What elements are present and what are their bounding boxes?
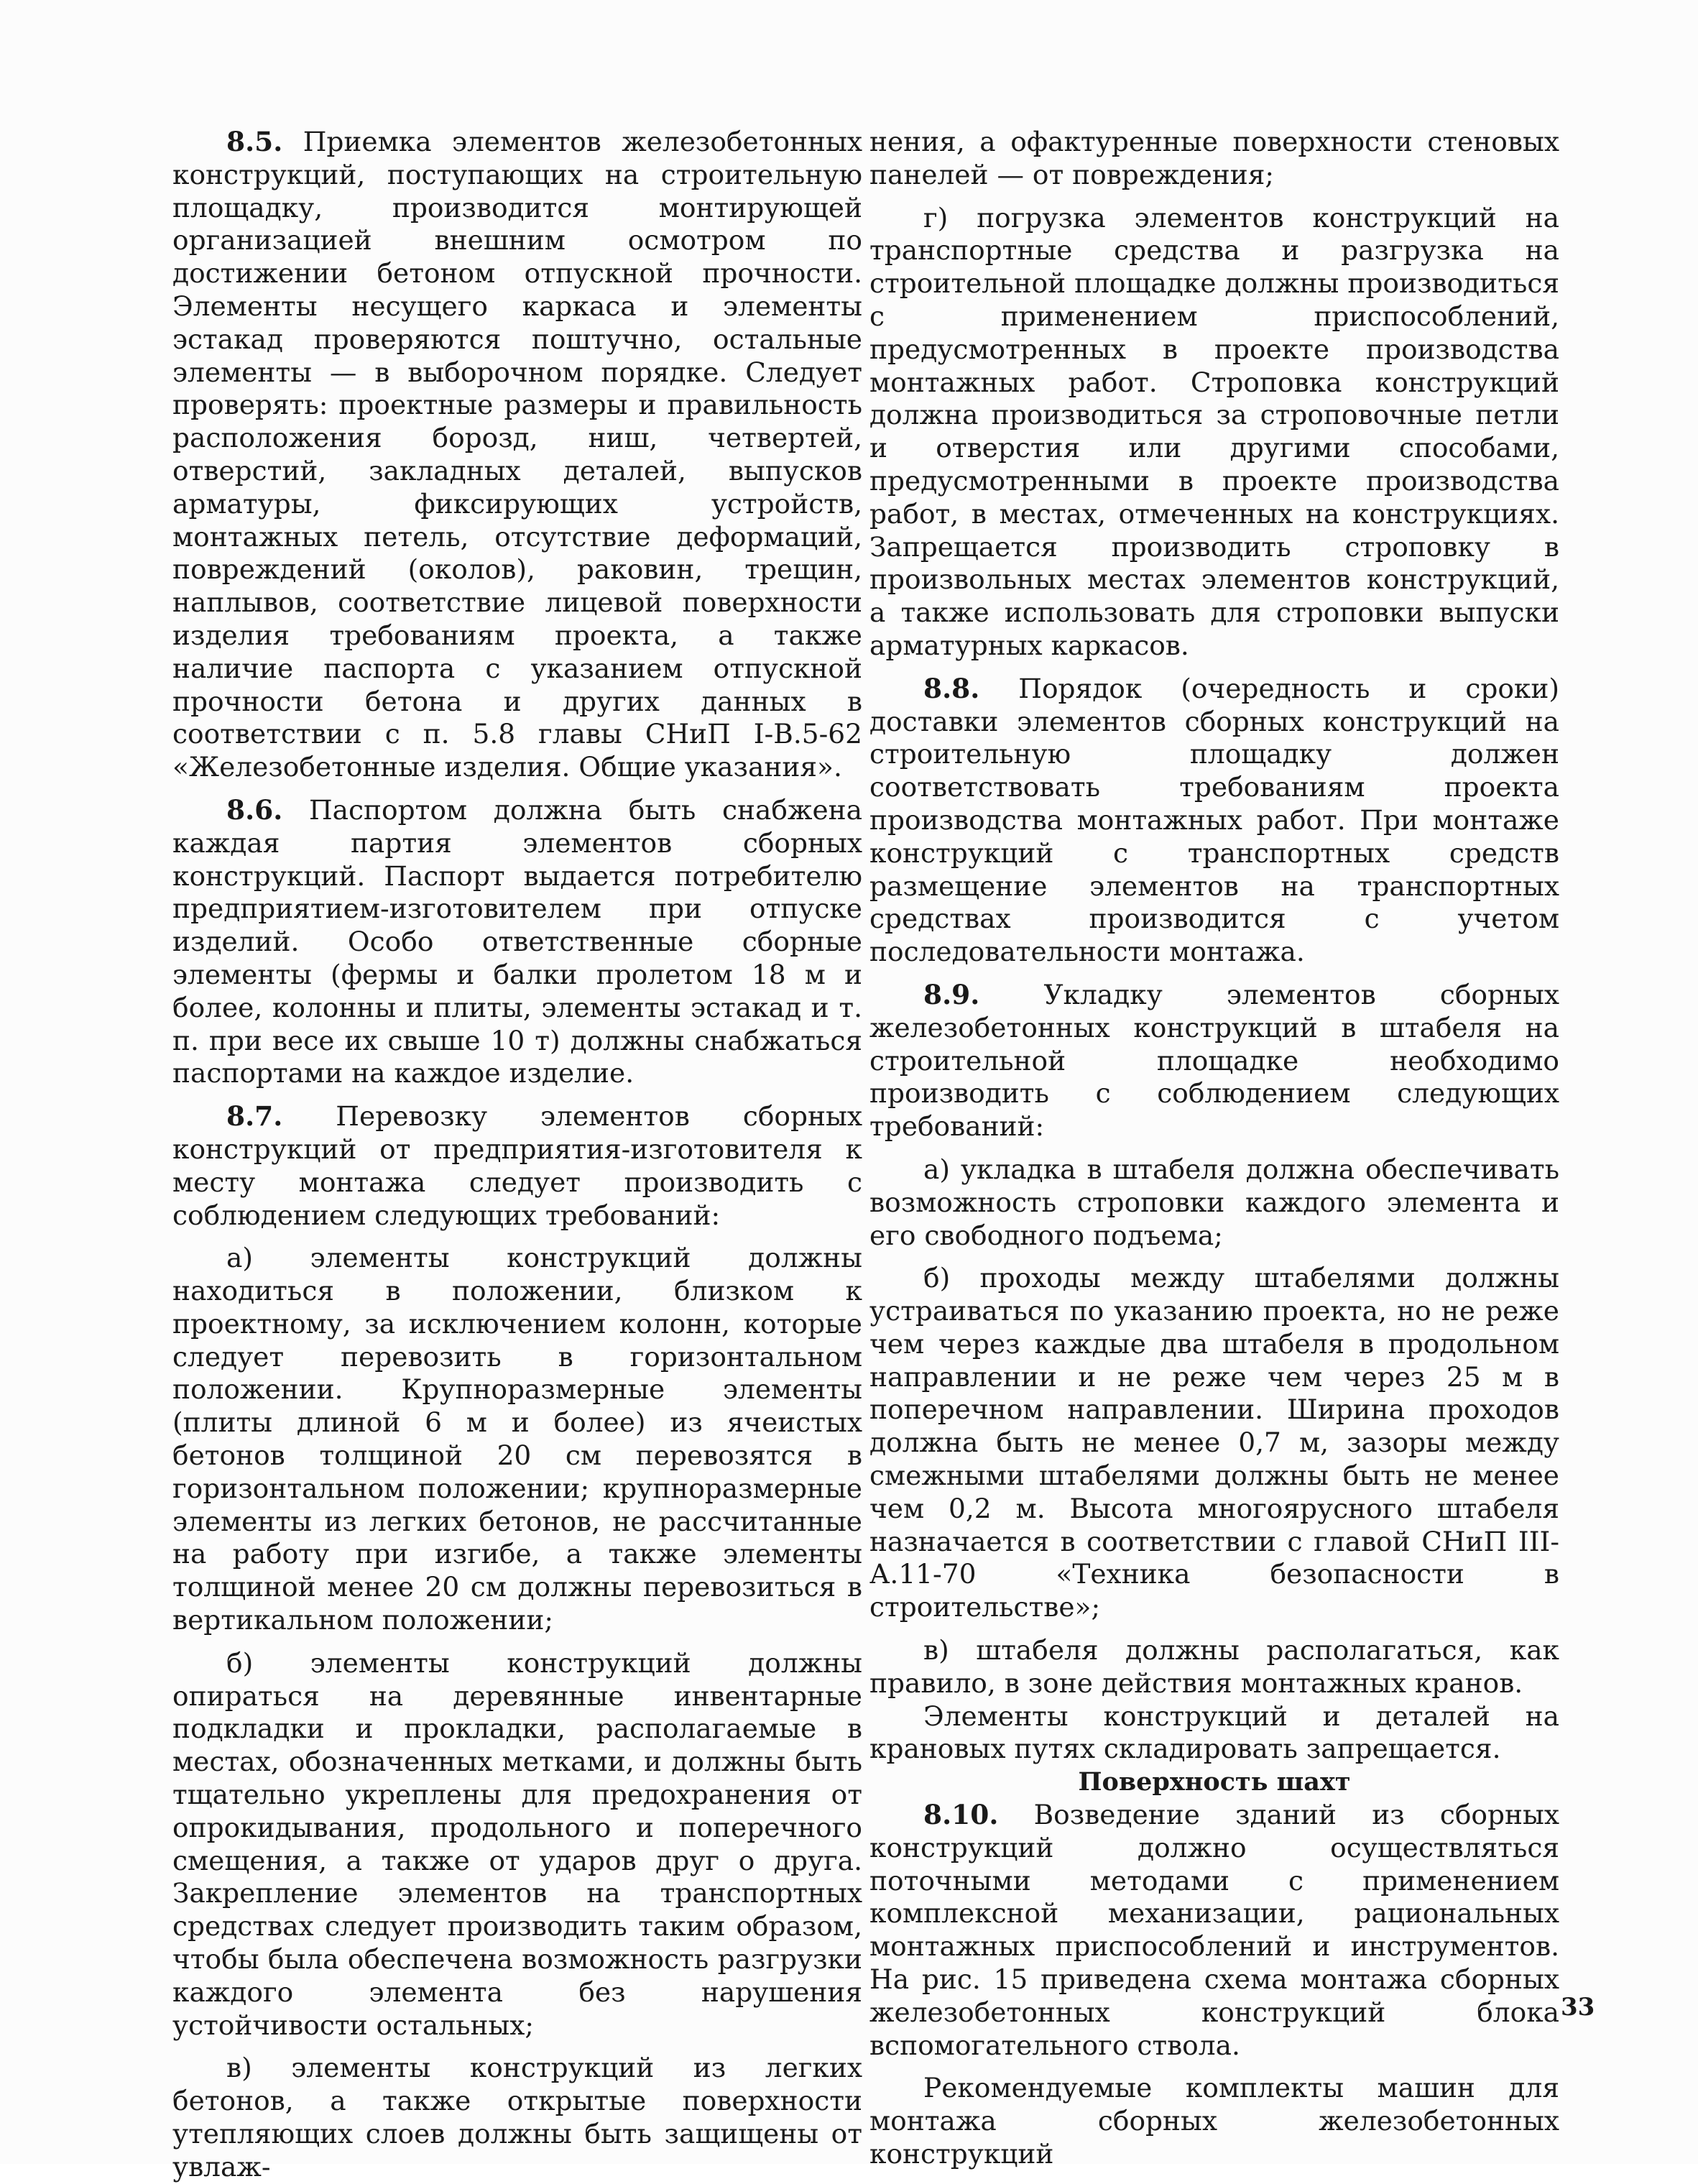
section-heading: Поверхность шахт: [1078, 1767, 1351, 1797]
paragraph-continuation: Рекомендуемые комплекты машин для монтажа сборных железобетонных конструкций: [869, 2072, 1559, 2170]
right-column: [869, 126, 1559, 2171]
paragraph-8-7: [172, 1100, 862, 1232]
section-number: 8.10.: [923, 1799, 999, 1831]
paragraph-8-9: [869, 979, 1559, 1143]
page-number: 33: [1561, 1993, 1595, 2022]
list-item-v: в) штабеля должны располагаться, как правило, в зоне действия монтажных кранов.: [869, 1634, 1559, 1699]
paragraph-8-5: [172, 126, 862, 784]
section-number: 8.5.: [226, 126, 283, 157]
paragraph-8-10: [869, 1799, 1559, 2062]
section-number: 8.9.: [923, 978, 980, 1010]
section-number: 8.6.: [226, 793, 283, 826]
paragraph-8-8: [869, 673, 1559, 969]
list-item-b: б) проходы между штабелями должны устраиваться по указанию проекта, но не реже чем через каждые два штабеля в продольном направлении и не реже чем через 25 м в поперечном направлении. Ширина проходов должна быть не менее 0,7 м, зазоры между смежными штабелями должны быть не менее чем 0,2 м. Высота многоярусного штабеля назначается в соответствии с главой СНиП III-А.11-70 «Техника безопасности в строительстве»;: [869, 1262, 1559, 1623]
section-number: 8.8.: [923, 672, 980, 704]
list-item-v: в) элементы конструкций из легких бетонов, а также открытые поверхности утепляющих слоев должны быть защищены от увлаж-: [172, 2052, 862, 2183]
list-item-a: а) элементы конструкций должны находиться в положении, близком к проектному, за исключением колонн, которые следует перевозить в горизонтальном положении. Крупноразмерные элементы (плиты длиной 6 м и более) из ячеистых бетонов толщиной 20 см перевозятся в горизонтальном положении; крупноразмерные элементы из легких бетонов, не рассчитанные на работу при изгибе, а также элементы толщиной менее 20 см должны перевозиться в вертикальном положении;: [172, 1242, 862, 1636]
paragraph-text: Укладку элементов сборных железобетонных конструкций в штабеля на строительной площадке необходимо производить с соблюдением следующих требований:: [869, 978, 1560, 1143]
paragraph-text: Перевозку элементов сборных конструкций от предприятия-изготовителя к месту монтажа следует производить с соблюдением следующих требований:: [172, 1100, 862, 1231]
paragraph-text: Паспортом должна быть снабжена каждая партия элементов сборных конструкций. Паспорт выдается потребителю предприятием-изготовителем при отпуске изделий. Особо ответственные сборные элементы (фермы и балки пролетом 18 м и более, колонны и плиты, элементы эстакад и т. п. при весе их свыше 10 т) должны снабжаться паспортами на каждое изделие.: [172, 793, 862, 1089]
list-item-g: г) погрузка элементов конструкций на транспортные средства и разгрузка на строительной площадке должны производиться с применением приспособлений, предусмотренных в проекте производства монтажных работ. Строповка конструкций должна производиться за строповочные петли и отверстия или другими способами, предусмотренными в проекте производства работ, в местах, отмеченных на конструкциях. Запрещается производить строповку в произвольных местах элементов конструкций, а также использовать для строповки выпуски арматурных каркасов.: [869, 201, 1559, 661]
list-item-a: а) укладка в штабеля должна обеспечивать возможность строповки каждого элемента и его свободного подъема;: [869, 1153, 1559, 1251]
paragraph-8-6: [172, 794, 862, 1090]
left-column: [172, 126, 862, 2184]
storage-note: Элементы конструкций и деталей на крановых путях складировать запрещается.: [869, 1700, 1559, 1765]
paragraph-text: Приемка элементов железобетонных конструкций, поступающих на строительную площадку, производится монтирующей организацией внешним осмотром по достижении бетоном отпускной прочности. Элементы несущего каркаса и элементы эстакад проверяются поштучно, остальные элементы — в выборочном порядке. Следует проверять: проектные размеры и правильность расположения борозд, ниш, четвертей, отверстий, закладных деталей, выпусков арматуры, фиксирующих устройств, монтажных петель, отсутствие деформаций, повреждений (околов), раковин, трещин, наплывов, соответствие лицевой поверхности изделия требованиям проекта, а также наличие паспорта с указанием отпускной прочности бетона и других данных в соответствии с п. 5.8 главы СНиП I-В.5-62 «Железобетонные изделия. Общие указания».: [172, 126, 863, 783]
paragraph-text: Порядок (очередность и сроки) доставки элементов сборных конструкций на строительную площадку должен соответствовать требованиям проекта производства монтажных работ. При монтаже конструкций с транспортных средств размещение элементов на транспортных средствах производится с учетом последовательности монтажа.: [869, 672, 1559, 968]
continued-text: нения, а офактуренные поверхности стеновых панелей — от повреждения;: [869, 126, 1559, 190]
section-number: 8.7.: [226, 1100, 283, 1133]
list-item-b: б) элементы конструкций должны опираться на деревянные инвентарные подкладки и прокладки, располагаемые в местах, обозначенных метками, и должны быть тщательно укреплены для предохранения от опрокидывания, продольного и поперечного смещения, а также от ударов друг о друга. Закрепление элементов на транспортных средствах следует производить таким образом, чтобы была обеспечена возможность разгрузки каждого элемента без нарушения устойчивости остальных;: [172, 1646, 862, 2041]
paragraph-text: Возведение зданий из сборных конструкций должно осуществляться поточными методами с применением комплексной механизации, рациональных монтажных приспособлений и инструментов. На рис. 15 приведена схема монтажа сборных железобетонных конструкций блока вспомогательного ствола.: [869, 1799, 1560, 2061]
